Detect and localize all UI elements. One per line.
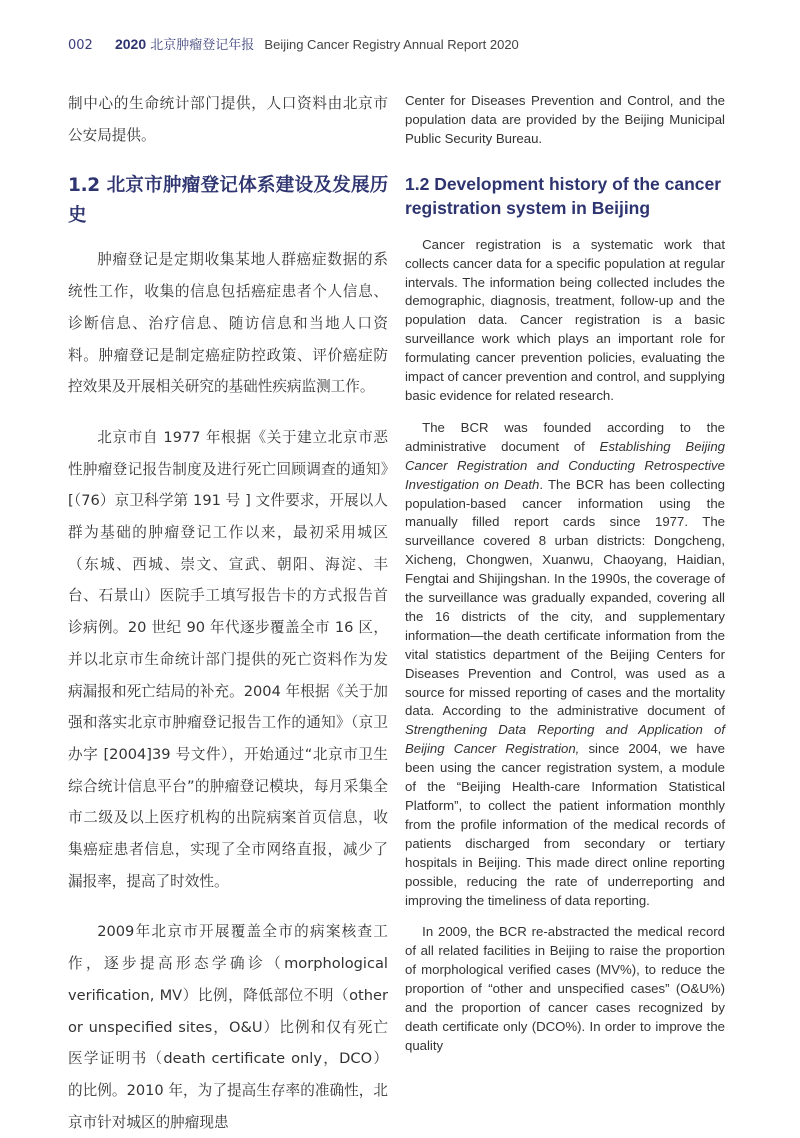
paragraph-cn-2: 北京市自 1977 年根据《关于建立北京市恶性肿瘤登记报告制度及进行死亡回顾调查的通知》[（76）京卫科学第 191 号 ] 文件要求，开展以人群为基础的肿瘤登记工作以来，最初采用城区（东城、西城、崇文、宣武、朝阳、海淀、丰台、石景山）医院手工填写报告卡的方式报告首诊病例。20 世纪 90 年代逐步覆盖全市 16 区，并以北京市生命统计部门提供的死亡资料作为发病漏报和死亡结局的补充。2004 年根据《关于加强和落实北京市肿瘤登记报告工作的通知》（京卫办字 [2004]39 号文件），开始通过“北京市卫生综合统计信息平台”的肿瘤登记模块，每月采集全市二级及以上医疗机构的出院病案首页信息，收集癌症患者信息，实现了全市网络直报，减少了漏报率，提高了时效性。: [68, 428, 388, 890]
chinese-column: [68, 88, 388, 1138]
text-run: . The BCR has been collecting population-based cancer information using the manually filled report cards since 1977. The surveillance covered 8 urban districts: Dongcheng, Xicheng, Chongwen, Xuanwu, Chaoyang, Haidian, Fengtai and Shijingshan. In the 1990s, the coverage of the surveillance was gradually expanded, covering all the 16 districts of the city, and supplementary information—the death certificate information from the vital statistics department of the Beijing Centers for Diseases Prevention and Control, was used as a source for missed reporting of cases and the mortality data. According to the administrative document of: [405, 476, 726, 719]
paragraph-cn-1: 肿瘤登记是定期收集某地人群癌症数据的系统性工作，收集的信息包括癌症患者个人信息、诊断信息、治疗信息、随访信息和当地人口资料。肿瘤登记是制定癌症防控政策、评价癌症防控效果及开展相关研究的基础性疾病监测工作。: [68, 251, 388, 396]
running-header: [68, 34, 519, 53]
header-title-cn: 北京肿瘤登记年报: [150, 38, 255, 53]
document-title: Strengthening Data Reporting and Application of Beijing Cancer Registration,: [405, 722, 725, 757]
header-year: 2020: [114, 36, 147, 52]
header-title-en: Beijing Cancer Registry Annual Report 2020: [264, 37, 519, 52]
paragraph-cn-3: 2009年北京市开展覆盖全市的病案核查工作，逐步提高形态学确诊（morphological verification, MV）比例，降低部位不明（other or unspecified sites，O&U）比例和仅有死亡医学证明书（death certificate only，DCO）的比例。2010 年，为了提高生存率的准确性，北京市针对城区的肿瘤现患: [68, 923, 388, 1131]
text-run: since 2004, we have been using the cancer registration system, a module of the “Beijing Health-care Information Statistical Platform”, to collect the patient information monthly from the profile information of the medical records of patients discharged from secondary or tertiary hospitals in Beijing. This made direct online reporting possible, reducing the rate of underreporting and improving the timeliness of data reporting.: [405, 741, 725, 908]
document-title: Establishing Beijing Cancer Registration and Conducting Retrospective Investigation on Death: [405, 438, 725, 492]
section-heading-en: 1.2 Development history of the cancer registration system in Beijing: [405, 173, 722, 218]
paragraph-en-1: Cancer registration is a systematic work that collects cancer data for a specific population at regular intervals. The information being collected includes the demographic, diagnosis, treatment, follow-up and the population data. Cancer registration is a basic surveillance work which plays an important role for formulating cancer prevention policies, evaluating the impact of cancer prevention and control, and supplying basic evidence for related research.: [405, 236, 725, 403]
paragraph-en-3: In 2009, the BCR re-abstracted the medical record of all related facilities in Beijing to raise the proportion of morphological verified cases (MV%), to reduce the proportion of “other and unspecified cases” (O&U%) and the proportion of cancer cases recognized by death certificate only (DCO%). In order to improve the quality: [405, 924, 725, 1053]
intro-paragraph-en: Center for Diseases Prevention and Control, and the population data are provided by the Beijing Municipal Public Security Bureau.: [405, 93, 725, 146]
english-column: [405, 92, 725, 1056]
text-run: The BCR was founded according to the administrative document of: [405, 419, 725, 454]
intro-paragraph-cn: 制中心的生命统计部门提供，人口资料由北京市公安局提供。: [68, 95, 388, 144]
page-number: 002: [68, 38, 93, 53]
paragraph-en-2: [405, 419, 725, 911]
section-heading-cn: 1.2 北京市肿瘤登记体系建设及发展历史: [68, 175, 388, 227]
